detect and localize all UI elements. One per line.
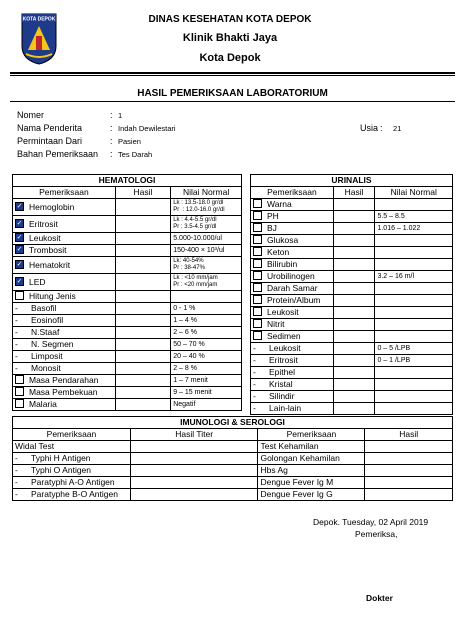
- urinalis-row: [251, 247, 453, 259]
- imunologi-titer-cell: [130, 453, 258, 465]
- imunologi-row: [13, 489, 453, 501]
- imunologi-result-cell: [365, 453, 453, 465]
- urinalis-row: [251, 355, 453, 367]
- checkbox-icon[interactable]: [253, 271, 262, 280]
- checkbox-icon[interactable]: [253, 247, 262, 256]
- imunologi-test-right: Test Kehamilan: [258, 441, 365, 453]
- urinalis-row: [251, 235, 453, 247]
- hematologi-result-cell: [115, 257, 170, 274]
- hematologi-test-cell: [13, 363, 116, 375]
- urinalis-test-cell: [251, 403, 334, 415]
- test-name: LED: [29, 276, 46, 287]
- urinalis-result-cell: [333, 295, 375, 307]
- hematologi-test-cell: [13, 233, 116, 245]
- urinalis-column-header: Hasil: [333, 187, 375, 199]
- urinalis-result-cell: [333, 247, 375, 259]
- hematologi-table: [12, 174, 242, 411]
- imunologi-test-right: Dengue Fever Ig G: [258, 489, 365, 501]
- hematologi-result-cell: [115, 274, 170, 291]
- hematologi-normal-value: 5.000-10.000/ul: [171, 233, 242, 245]
- imunologi-test-left: [13, 465, 131, 477]
- dash-marker: -: [253, 391, 256, 401]
- imunologi-test-right: Hbs Ag: [258, 465, 365, 477]
- urinalis-result-cell: [333, 199, 375, 211]
- hematologi-column-header: Nilai Normal: [171, 187, 242, 199]
- test-name: Urobilinogen: [267, 271, 315, 281]
- date-line: Depok. Tuesday, 02 April 2019: [313, 517, 429, 527]
- imunologi-titer-cell: [130, 489, 258, 501]
- imunologi-test-right: Dengue Fever Ig M: [258, 477, 365, 489]
- hematologi-column-header: Hasil: [115, 187, 170, 199]
- checkbox-icon[interactable]: [253, 211, 262, 220]
- hematologi-normal-value: Lk : 4.4-5.5 gr/dl Pr : 3.5-4.5 gr/dl: [171, 216, 242, 233]
- hematologi-result-cell: [115, 363, 170, 375]
- urinalis-normal-value: [375, 331, 453, 343]
- hematologi-test-cell: [13, 351, 116, 363]
- urinalis-normal-value: [375, 199, 453, 211]
- hematologi-normal-value: [171, 291, 242, 303]
- test-name: Eritrosit: [29, 218, 58, 229]
- hematologi-row: [13, 199, 242, 216]
- urinalis-result-cell: [333, 259, 375, 271]
- urinalis-row: [251, 295, 453, 307]
- hematologi-test-cell: [13, 274, 116, 291]
- hematologi-row: [13, 216, 242, 233]
- urinalis-row: [251, 331, 453, 343]
- urinalis-test-cell: [251, 223, 334, 235]
- hematologi-row: [13, 274, 242, 291]
- test-name: Hemoglobin: [29, 201, 75, 212]
- urinalis-result-cell: [333, 223, 375, 235]
- usia-colon: :: [380, 123, 383, 133]
- hematologi-test-cell: [13, 216, 116, 233]
- imunologi-table: [12, 416, 453, 501]
- hematologi-result-cell: [115, 245, 170, 257]
- hematologi-result-cell: [115, 216, 170, 233]
- urinalis-result-cell: [333, 211, 375, 223]
- hematologi-row: [13, 339, 242, 351]
- hematologi-normal-value: Lk: 40-54% Pr : 38-47%: [171, 257, 242, 274]
- test-name: Lain-lain: [269, 403, 302, 413]
- hematologi-result-cell: [115, 351, 170, 363]
- checkbox-icon[interactable]: ✓: [16, 219, 23, 227]
- dash-marker: -: [15, 303, 18, 313]
- checkbox-icon[interactable]: [253, 283, 262, 292]
- urinalis-column-header: Nilai Normal: [375, 187, 453, 199]
- urinalis-test-cell: [251, 295, 334, 307]
- urinalis-test-cell: [251, 235, 334, 247]
- urinalis-result-cell: [333, 379, 375, 391]
- hematologi-normal-value: 1 – 7 menit: [171, 375, 242, 387]
- test-name: Widal Test: [15, 441, 55, 451]
- hematologi-result-cell: [115, 291, 170, 303]
- hematologi-test-cell: [13, 315, 116, 327]
- doctor-label: Dokter: [366, 593, 393, 603]
- nomer-colon: :: [110, 110, 113, 120]
- urinalis-normal-value: [375, 391, 453, 403]
- hematologi-normal-value: 1 – 4 %: [171, 315, 242, 327]
- urinalis-result-cell: [333, 391, 375, 403]
- imunologi-result-cell: [365, 477, 453, 489]
- dash-marker: -: [15, 327, 18, 337]
- test-name: Masa Pembekuan: [29, 387, 98, 397]
- hematologi-normal-value: 20 – 40 %: [171, 351, 242, 363]
- hematologi-row: [13, 327, 242, 339]
- urinalis-normal-value: [375, 319, 453, 331]
- report-title: HASIL PEMERIKSAAN LABORATORIUM: [137, 88, 328, 99]
- test-name: Basofil: [31, 303, 57, 313]
- imunologi-test-left: [13, 477, 131, 489]
- urinalis-result-cell: [333, 343, 375, 355]
- usia-label: Usia: [360, 123, 379, 133]
- test-name: Leukosit: [267, 307, 299, 317]
- hematologi-row: [13, 257, 242, 274]
- nomer-value: 1: [118, 111, 123, 120]
- imunologi-titer-cell: [130, 441, 258, 453]
- test-name: Keton: [267, 247, 290, 257]
- urinalis-row: [251, 307, 453, 319]
- imunologi-row: [13, 453, 453, 465]
- imunologi-column-header: Hasil: [365, 429, 453, 441]
- nama-colon: :: [110, 123, 113, 133]
- urinalis-test-cell: [251, 247, 334, 259]
- bahan-colon: :: [110, 149, 113, 159]
- test-name: Monosit: [31, 363, 61, 373]
- test-name: Paratyphi A-O Antigen: [31, 477, 115, 487]
- test-name: N. Segmen: [31, 339, 74, 349]
- urinalis-result-cell: [333, 319, 375, 331]
- imunologi-column-header: Pemeriksaan: [13, 429, 131, 441]
- urinalis-normal-value: [375, 379, 453, 391]
- checkbox-icon[interactable]: [15, 375, 24, 384]
- urinalis-result-cell: [333, 235, 375, 247]
- urinalis-test-cell: [251, 271, 334, 283]
- hematologi-row: [13, 387, 242, 399]
- urinalis-normal-value: 1.016 – 1.022: [375, 223, 453, 235]
- test-name: Limposit: [31, 351, 63, 361]
- dash-marker: -: [15, 489, 18, 499]
- test-name: Eosinofil: [31, 315, 64, 325]
- test-name: Typhi O Antigen: [31, 465, 92, 475]
- bahan-value: Tes Darah: [118, 150, 153, 159]
- imunologi-section-title: IMUNOLOGI & SEROLOGI: [13, 417, 453, 429]
- urinalis-normal-value: [375, 367, 453, 379]
- imunologi-result-cell: [365, 489, 453, 501]
- clinic-name: Klinik Bhakti Jaya: [182, 32, 278, 44]
- nama-label: Nama Penderita: [17, 123, 83, 133]
- hematologi-normal-value: 50 – 70 %: [171, 339, 242, 351]
- dash-marker: -: [15, 477, 18, 487]
- permintaan-colon: :: [110, 136, 113, 146]
- hematologi-normal-value: Lk : <10 mm/jam Pr : <20 mm/jam: [171, 274, 242, 291]
- hematologi-test-cell: [13, 399, 116, 411]
- urinalis-test-cell: [251, 355, 334, 367]
- imunologi-column-header: Hasil Titer: [130, 429, 258, 441]
- urinalis-result-cell: [333, 307, 375, 319]
- test-name: Warna: [267, 199, 292, 209]
- imunologi-column-header: Pemeriksaan: [258, 429, 365, 441]
- urinalis-result-cell: [333, 355, 375, 367]
- hematologi-test-cell: [13, 303, 116, 315]
- dash-marker: -: [253, 367, 256, 377]
- test-name: Eritrosit: [269, 355, 298, 365]
- urinalis-normal-value: [375, 283, 453, 295]
- test-name: Masa Pendarahan: [29, 375, 99, 385]
- urinalis-normal-value: [375, 235, 453, 247]
- dash-marker: -: [15, 315, 18, 325]
- hematologi-row: [13, 291, 242, 303]
- hematologi-normal-value: 9 – 15 menit: [171, 387, 242, 399]
- urinalis-normal-value: [375, 295, 453, 307]
- dash-marker: -: [15, 453, 18, 463]
- test-name: PH: [267, 211, 279, 221]
- hematologi-normal-value: Negatif: [171, 399, 242, 411]
- dash-marker: -: [253, 343, 256, 353]
- urinalis-normal-value: 5.5 – 8.5: [375, 211, 453, 223]
- urinalis-test-cell: [251, 343, 334, 355]
- urinalis-table: [250, 174, 453, 415]
- hematologi-result-cell: [115, 233, 170, 245]
- hematologi-test-cell: [13, 291, 116, 303]
- urinalis-row: [251, 343, 453, 355]
- hematologi-row: [13, 245, 242, 257]
- imunologi-row: [13, 477, 453, 489]
- hematologi-result-cell: [115, 387, 170, 399]
- hematologi-normal-value: 2 – 6 %: [171, 327, 242, 339]
- hematologi-result-cell: [115, 315, 170, 327]
- hematologi-row: [13, 363, 242, 375]
- test-name: Protein/Album: [267, 295, 321, 305]
- urinalis-row: [251, 391, 453, 403]
- agency-name: DINAS KESEHATAN KOTA DEPOK: [148, 14, 312, 25]
- checkbox-icon[interactable]: [253, 223, 262, 232]
- permintaan-value: Pasien: [118, 137, 141, 146]
- examiner-label: Pemeriksa,: [355, 529, 398, 539]
- checkbox-icon[interactable]: [253, 259, 262, 268]
- urinalis-row: [251, 319, 453, 331]
- hematologi-test-cell: [13, 375, 116, 387]
- test-name: Leukosit: [29, 233, 61, 243]
- urinalis-section-title: URINALIS: [251, 175, 453, 187]
- urinalis-column-header: Pemeriksaan: [251, 187, 334, 199]
- dash-marker: -: [15, 339, 18, 349]
- hematologi-result-cell: [115, 199, 170, 216]
- test-name: Sedimen: [267, 331, 301, 341]
- bahan-label: Bahan Pemeriksaan: [17, 149, 99, 159]
- test-name: Bilirubin: [267, 259, 298, 269]
- imunologi-row: [13, 441, 453, 453]
- hematologi-row: [13, 303, 242, 315]
- test-name: BJ: [267, 223, 277, 233]
- urinalis-result-cell: [333, 331, 375, 343]
- hematologi-row: [13, 351, 242, 363]
- test-name: Hematokrit: [29, 259, 71, 270]
- urinalis-normal-value: 3.2 – 16 m/l: [375, 271, 453, 283]
- test-name: N.Staaf: [31, 327, 60, 337]
- hematologi-column-header: Pemeriksaan: [13, 187, 116, 199]
- hematologi-section-title: HEMATOLOGI: [13, 175, 242, 187]
- urinalis-row: [251, 259, 453, 271]
- nama-value: Indah Dewilestari: [118, 124, 176, 133]
- test-name: Darah Samar: [267, 283, 318, 293]
- urinalis-row: [251, 271, 453, 283]
- usia-value: 21: [393, 124, 402, 133]
- urinalis-normal-value: 0 – 5 /LPB: [375, 343, 453, 355]
- hematologi-test-cell: [13, 245, 116, 257]
- dash-marker: -: [15, 351, 18, 361]
- hematologi-test-cell: [13, 327, 116, 339]
- hematologi-row: [13, 315, 242, 327]
- urinalis-test-cell: [251, 199, 334, 211]
- test-name: Silindir: [269, 391, 295, 401]
- urinalis-row: [251, 379, 453, 391]
- checkbox-icon[interactable]: ✓: [16, 277, 23, 285]
- urinalis-test-cell: [251, 391, 334, 403]
- checkbox-icon[interactable]: [253, 331, 262, 340]
- urinalis-row: [251, 223, 453, 235]
- test-name: Glukosa: [267, 235, 299, 245]
- test-name: Malaria: [29, 399, 57, 409]
- imunologi-titer-cell: [130, 477, 258, 489]
- imunologi-result-cell: [365, 441, 453, 453]
- checkbox-icon[interactable]: [253, 307, 262, 316]
- urinalis-row: [251, 367, 453, 379]
- urinalis-row: [251, 403, 453, 415]
- header-divider-thin: [10, 75, 455, 76]
- dash-marker: -: [15, 363, 18, 373]
- hematologi-normal-value: Lk : 13.5-18.0 gr/dl Pr : 12.0-16.0 gr/dl: [171, 199, 242, 216]
- hematologi-normal-value: 0 - 1 %: [171, 303, 242, 315]
- header-divider: [10, 72, 455, 74]
- imunologi-test-left: [13, 453, 131, 465]
- checkbox-icon[interactable]: ✓: [16, 234, 23, 242]
- checkbox-icon[interactable]: [253, 319, 262, 328]
- urinalis-test-cell: [251, 367, 334, 379]
- imunologi-test-left: [13, 441, 131, 453]
- hematologi-row: [13, 375, 242, 387]
- urinalis-test-cell: [251, 307, 334, 319]
- hematologi-result-cell: [115, 327, 170, 339]
- city-name: Kota Depok: [199, 52, 261, 64]
- test-name: Kristal: [269, 379, 293, 389]
- checkbox-icon[interactable]: [253, 199, 262, 208]
- test-name: Trombosit: [29, 245, 67, 255]
- urinalis-row: [251, 283, 453, 295]
- urinalis-row: [251, 211, 453, 223]
- checkbox-icon[interactable]: [15, 387, 24, 396]
- logo-text: KOTA DEPOK: [22, 16, 56, 23]
- city-logo: [20, 12, 58, 66]
- permintaan-label: Permintaan Dari: [17, 136, 83, 146]
- hematologi-row: [13, 233, 242, 245]
- urinalis-normal-value: [375, 259, 453, 271]
- urinalis-result-cell: [333, 403, 375, 415]
- hematologi-result-cell: [115, 339, 170, 351]
- dash-marker: -: [253, 379, 256, 389]
- urinalis-test-cell: [251, 379, 334, 391]
- hematologi-row: [13, 399, 242, 411]
- urinalis-normal-value: [375, 307, 453, 319]
- imunologi-test-right: Golongan Kehamilan: [258, 453, 365, 465]
- hematologi-result-cell: [115, 375, 170, 387]
- hematologi-test-cell: [13, 387, 116, 399]
- hematologi-normal-value: 2 – 8 %: [171, 363, 242, 375]
- nomer-label: Nomer: [17, 110, 45, 120]
- checkbox-icon[interactable]: [253, 235, 262, 244]
- hematologi-result-cell: [115, 399, 170, 411]
- test-name: Hitung Jenis: [29, 291, 76, 301]
- urinalis-normal-value: [375, 403, 453, 415]
- dash-marker: -: [253, 355, 256, 365]
- title-divider: [10, 101, 455, 102]
- hematologi-normal-value: 150-400 × 10³/ul: [171, 245, 242, 257]
- checkbox-icon[interactable]: [15, 399, 24, 408]
- checkbox-icon[interactable]: ✓: [16, 202, 23, 210]
- test-name: Typhi H Antigen: [31, 453, 91, 463]
- test-name: Nitrit: [267, 319, 285, 329]
- dash-marker: -: [253, 403, 256, 413]
- urinalis-normal-value: [375, 247, 453, 259]
- hematologi-result-cell: [115, 303, 170, 315]
- hematologi-test-cell: [13, 199, 116, 216]
- test-name: Paratyphe B-O Antigen: [31, 489, 118, 499]
- checkbox-icon[interactable]: [15, 291, 24, 300]
- checkbox-icon[interactable]: ✓: [16, 246, 23, 254]
- hematologi-test-cell: [13, 257, 116, 274]
- urinalis-test-cell: [251, 331, 334, 343]
- urinalis-result-cell: [333, 367, 375, 379]
- urinalis-test-cell: [251, 259, 334, 271]
- urinalis-normal-value: 0 – 1 /LPB: [375, 355, 453, 367]
- test-name: Epithel: [269, 367, 295, 377]
- checkbox-icon[interactable]: ✓: [16, 260, 23, 268]
- urinalis-test-cell: [251, 211, 334, 223]
- imunologi-titer-cell: [130, 465, 258, 477]
- imunologi-test-left: [13, 489, 131, 501]
- imunologi-result-cell: [365, 465, 453, 477]
- urinalis-test-cell: [251, 283, 334, 295]
- urinalis-result-cell: [333, 271, 375, 283]
- dash-marker: -: [15, 465, 18, 475]
- urinalis-row: [251, 199, 453, 211]
- checkbox-icon[interactable]: [253, 295, 262, 304]
- test-name: Leukosit: [269, 343, 301, 353]
- urinalis-test-cell: [251, 319, 334, 331]
- urinalis-result-cell: [333, 283, 375, 295]
- hematologi-test-cell: [13, 339, 116, 351]
- imunologi-row: [13, 465, 453, 477]
